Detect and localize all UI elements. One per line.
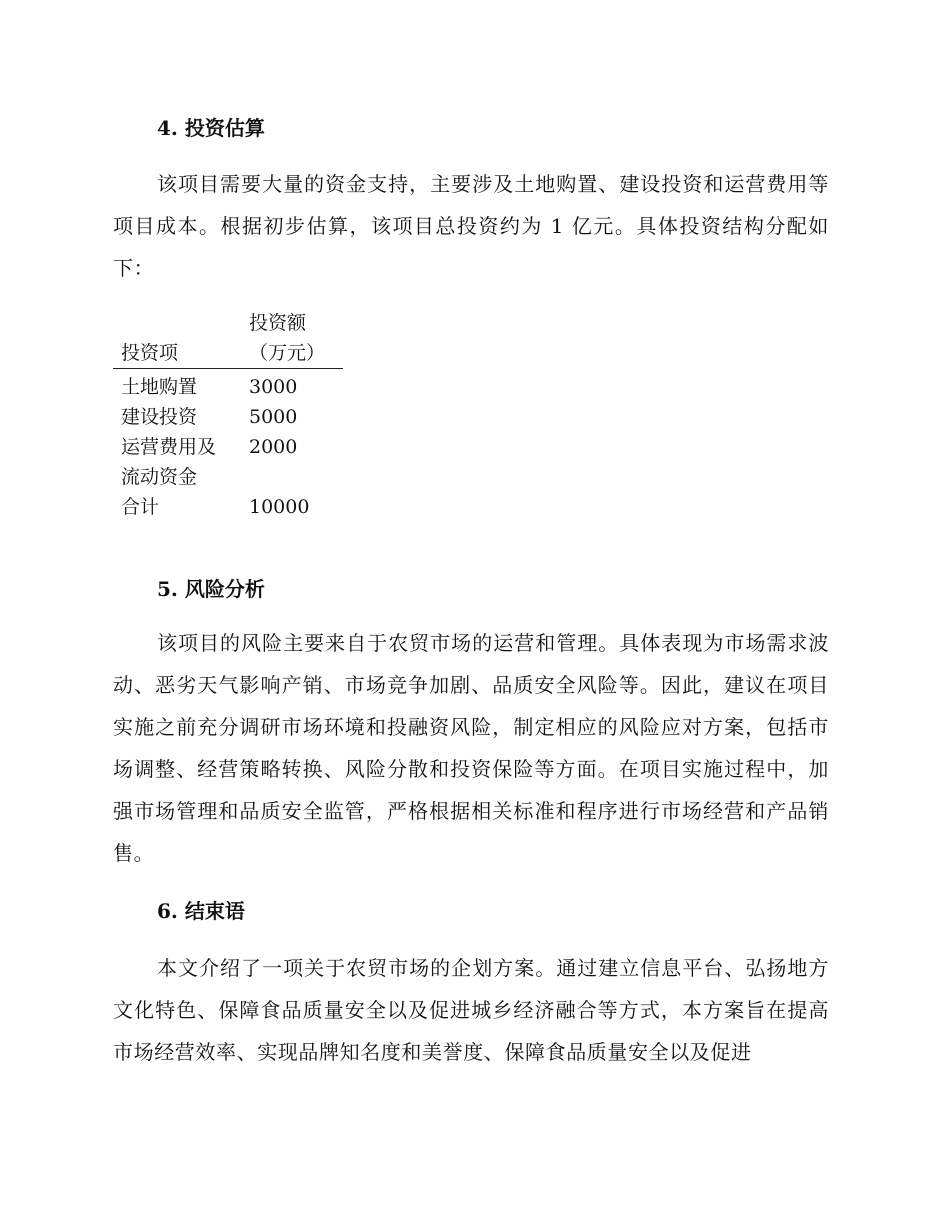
table-cell-amount: 10000: [249, 496, 310, 518]
table-header-item: 投资项: [121, 342, 179, 364]
paragraph-risk: 该项目的风险主要来自于农贸市场的运营和管理。具体表现为市场需求波动、恶劣天气影响产销、市场竞争加剧、品质安全风险等。因此，建议在项目实施之前充分调研市场环境和投融资风险，制定相应的风险应对方案，包括市场调整、经营策略转换、风险分散和投资保险等方面。在项目实施过程中，加强市场管理和品质安全监管，严格根据相关标准和程序进行市场经营和产品销售。: [113, 631, 829, 865]
table-row: [113, 369, 343, 403]
table-row: [113, 432, 343, 492]
table-cell-item: 土地购置: [121, 376, 198, 398]
table-row: [113, 402, 343, 432]
table-cell-item: 运营费用及流动资金: [121, 436, 217, 488]
table-cell-amount: 5000: [249, 406, 298, 428]
section-heading-risk: 5. 风险分析: [157, 577, 265, 601]
section-heading-conclusion: 6. 结束语: [157, 899, 245, 923]
table-cell-item: 建设投资: [121, 406, 198, 428]
table-header-row: [113, 308, 343, 369]
table-header-amount: 投资额（万元）: [249, 312, 326, 364]
table-row-total: [113, 492, 343, 522]
table-cell-amount: 3000: [249, 376, 298, 398]
table-cell-item: 合计: [121, 496, 160, 518]
paragraph-conclusion: 本文介绍了一项关于农贸市场的企划方案。通过建立信息平台、弘扬地方文化特色、保障食品质量安全以及促进城乡经济融合等方式，本方案旨在提高市场经营效率、实现品牌知名度和美誉度、保障食品质量安全以及促进: [113, 956, 829, 1064]
section-heading-investment: 4. 投资估算: [157, 116, 265, 140]
paragraph-investment: 该项目需要大量的资金支持，主要涉及土地购置、建设投资和运营费用等项目成本。根据初步估算，该项目总投资约为 1 亿元。具体投资结构分配如下：: [113, 172, 829, 280]
investment-table: [113, 308, 343, 522]
table-cell-amount: 2000: [249, 436, 298, 458]
